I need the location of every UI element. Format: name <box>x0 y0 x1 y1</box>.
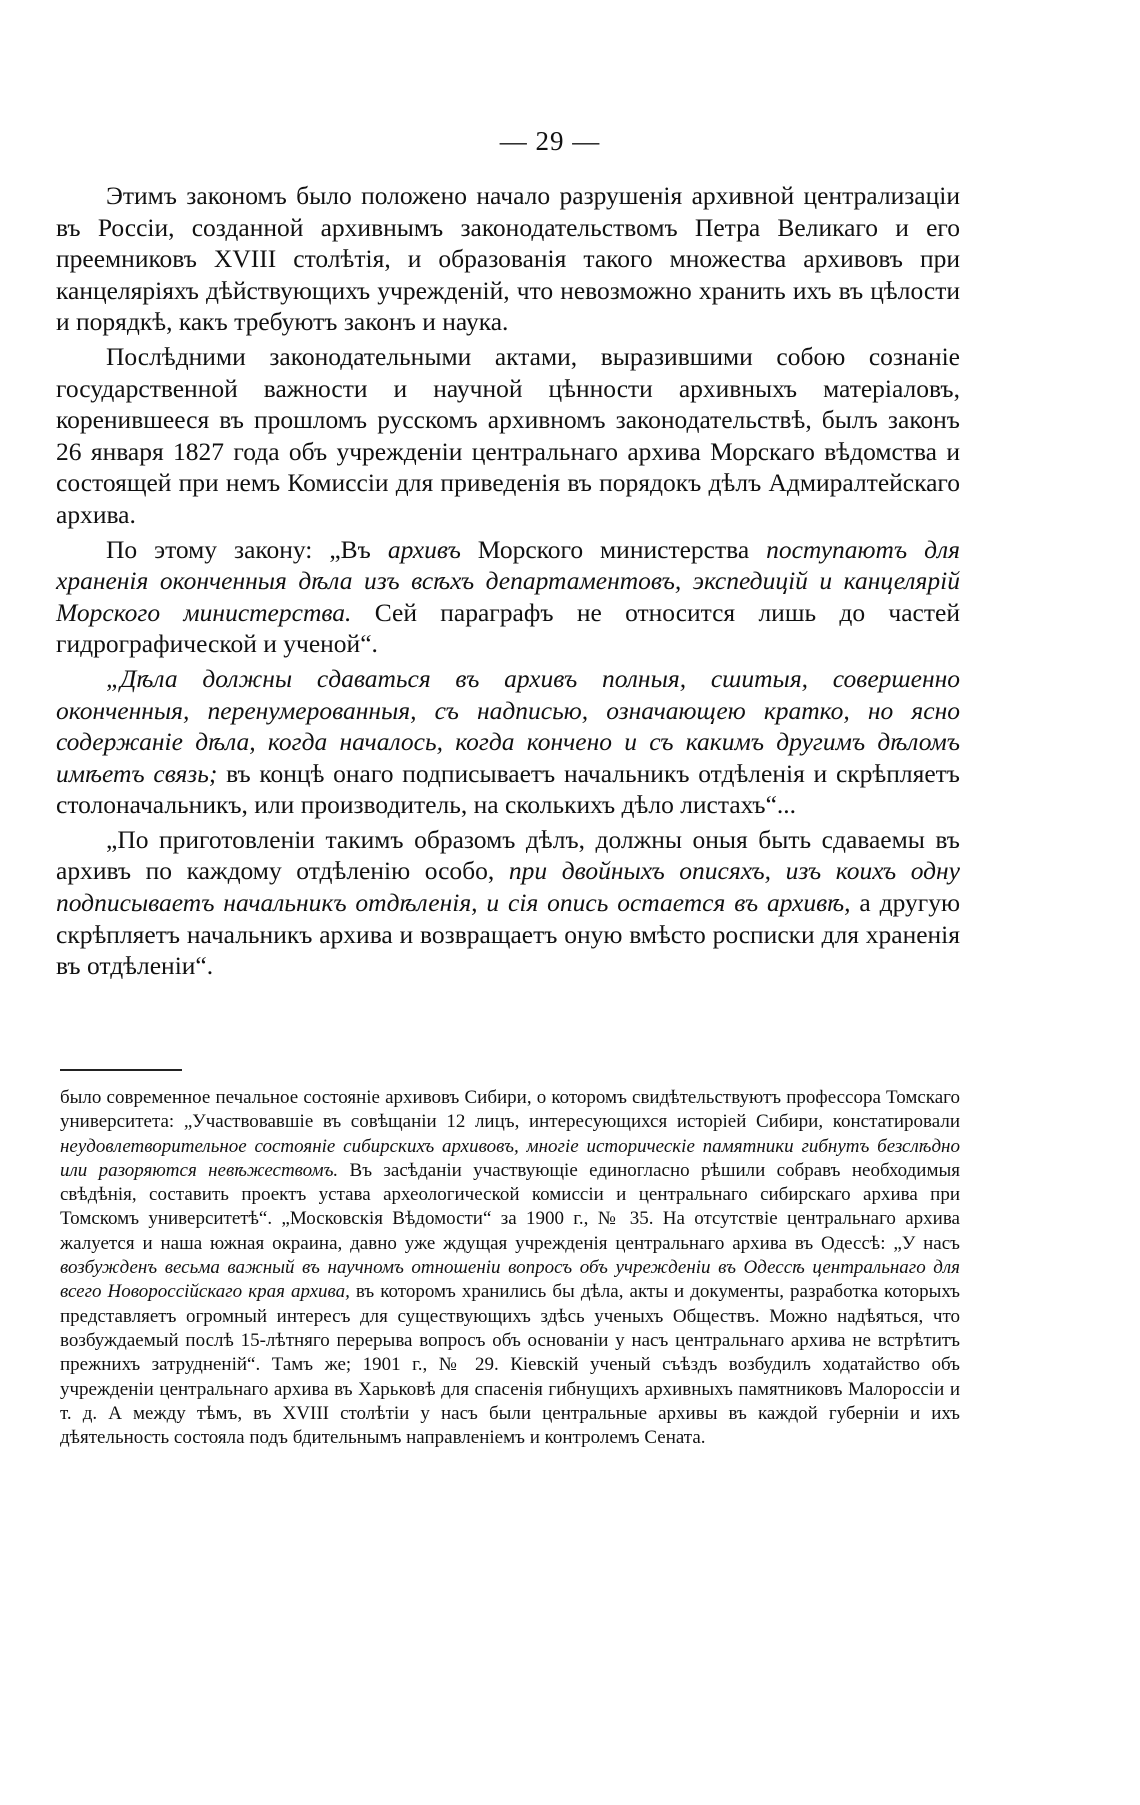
text-run: „По приготовленіи такимъ образомъ дѣлъ, должны оныя быть сдаваемы въ архивъ по каждому отдѣленію особо, <box>56 824 960 886</box>
footnote-paragraph <box>60 1086 960 1450</box>
italic-run: при двойныхъ описяхъ, изъ коихъ одну подписываетъ начальникъ отдѣленія, и сія опись остается въ архивѣ, <box>56 856 960 918</box>
text-run: въ концѣ онаго подписываетъ начальникъ отдѣленія и скрѣпляетъ столоначальникъ, или производитель, на сколькихъ дѣло листахъ“... <box>56 758 960 820</box>
text-run: было современное печальное состояніе архивовъ Сибири, о которомъ свидѣтельствуютъ профессора Томскаго университета: „Участвовавшіе въ совѣщаніи 12 лицъ, интересующихся исторіей Сибири, констатировали <box>60 1087 960 1133</box>
italic-run: неудовлетворительное состояніе сибирскихъ архивовъ, многіе историческіе памятники гибнутъ безслѣдно или разоряются невѣжествомъ. <box>60 1135 960 1181</box>
page-number: — 29 — <box>499 126 601 156</box>
text-run: Въ засѣданіи участвующіе единогласно рѣшили собравъ необходимыя свѣдѣнія, составить проектъ устава археологической комиссіи и центральнаго сибирскаго архива при Томскомъ университетѣ“. „Московскія Вѣдомости“ за 1900 г., № 35. На отсутствіе центральнаго архива жалуется и наша южная окраина, давно уже ждущая учрежденія центральнаго архива въ Одессѣ: „У насъ <box>60 1159 960 1254</box>
text-run: а другую скрѣпляетъ начальникъ архива и возвращаетъ оную вмѣсто росписки для храненія въ отдѣленіи“. <box>56 888 961 981</box>
text-run: По этому закону: „Въ <box>106 534 388 564</box>
italic-run: возбужденъ весьма важный въ научномъ отношеніи вопросъ объ учрежденіи въ Одессѣ центральнаго для всего Новороссійскаго края архива, <box>60 1257 960 1303</box>
paragraph-5 <box>56 824 960 982</box>
italic-run: „Дѣла должны сдаваться въ архивъ полныя, сшитыя, совершенно оконченныя, перенумерованныя, съ надписью, означающею кратко, но ясно содержаніе дѣла, когда началось, когда кончено и съ какимъ другимъ дѣломъ имѣетъ связь; <box>56 663 960 788</box>
italic-run: архивъ <box>387 534 461 564</box>
text-run: Этимъ закономъ было положено начало разрушенія архивной централизаціи въ Россіи, созданной архивнымъ законодательствомъ Петра Великаго и его преемниковъ XVIII столѣтія, и образованія такого множества архивовъ при канцеляріяхъ дѣйствующихъ учрежденій, что невозможно хранить ихъ въ цѣлости и порядкѣ, какъ требуютъ законъ и наука. <box>56 181 960 337</box>
text-run: въ которомъ хранились бы дѣла, акты и документы, разработка которыхъ представляетъ огромный интересъ для существующихъ здѣсь ученыхъ Обществъ. Можно надѣяться, что возбуждаемый послѣ 15-лѣтняго перерыва вопросъ объ основаніи у насъ центральнаго архива не встрѣтитъ прежнихъ затрудненій“. Тамъ же; 1901 г., № 29. Кіевскій ученый съѣздъ возбудилъ ходатайство объ учрежденіи центральнаго архива въ Харьковѣ для спасенія гибнущихъ архивныхъ памятниковъ Малороссіи и т. д. А между тѣмъ, въ XVIII столѣтіи у насъ были центральные архивы въ каждой губерніи и ихъ дѣятельность состояла подъ бдительнымъ направленіемъ и контролемъ Сената. <box>60 1281 960 1449</box>
italic-run: поступаютъ для храненія оконченныя дѣла изъ всѣхъ департаментовъ, экспедицій и канцелярій Морского министерства. <box>56 534 960 627</box>
footnote-separator <box>60 1069 182 1071</box>
paragraph-1 <box>56 180 960 338</box>
text-run: Послѣдними законодательными актами, выразившими собою сознаніе государственной важности и научной цѣнности архивныхъ матеріаловъ, коренившееся въ прошломъ русскомъ архивномъ законодательствѣ, былъ законъ 26 января 1827 года объ учрежденіи центральнаго архива Морскаго вѣдомства и состоящей при немъ Комиссіи для приведенія въ порядокъ дѣлъ Адмиралтейскаго архива. <box>56 341 960 529</box>
paragraph-3 <box>56 534 960 660</box>
footnote <box>60 1086 960 1450</box>
paragraph-2 <box>56 341 960 531</box>
text-run: Сей параграфъ не относится лишь до частей гидрографической и ученой“. <box>56 597 960 659</box>
main-text <box>56 180 960 985</box>
text-run: Морского министерства <box>460 534 767 564</box>
paragraph-4 <box>56 663 960 821</box>
